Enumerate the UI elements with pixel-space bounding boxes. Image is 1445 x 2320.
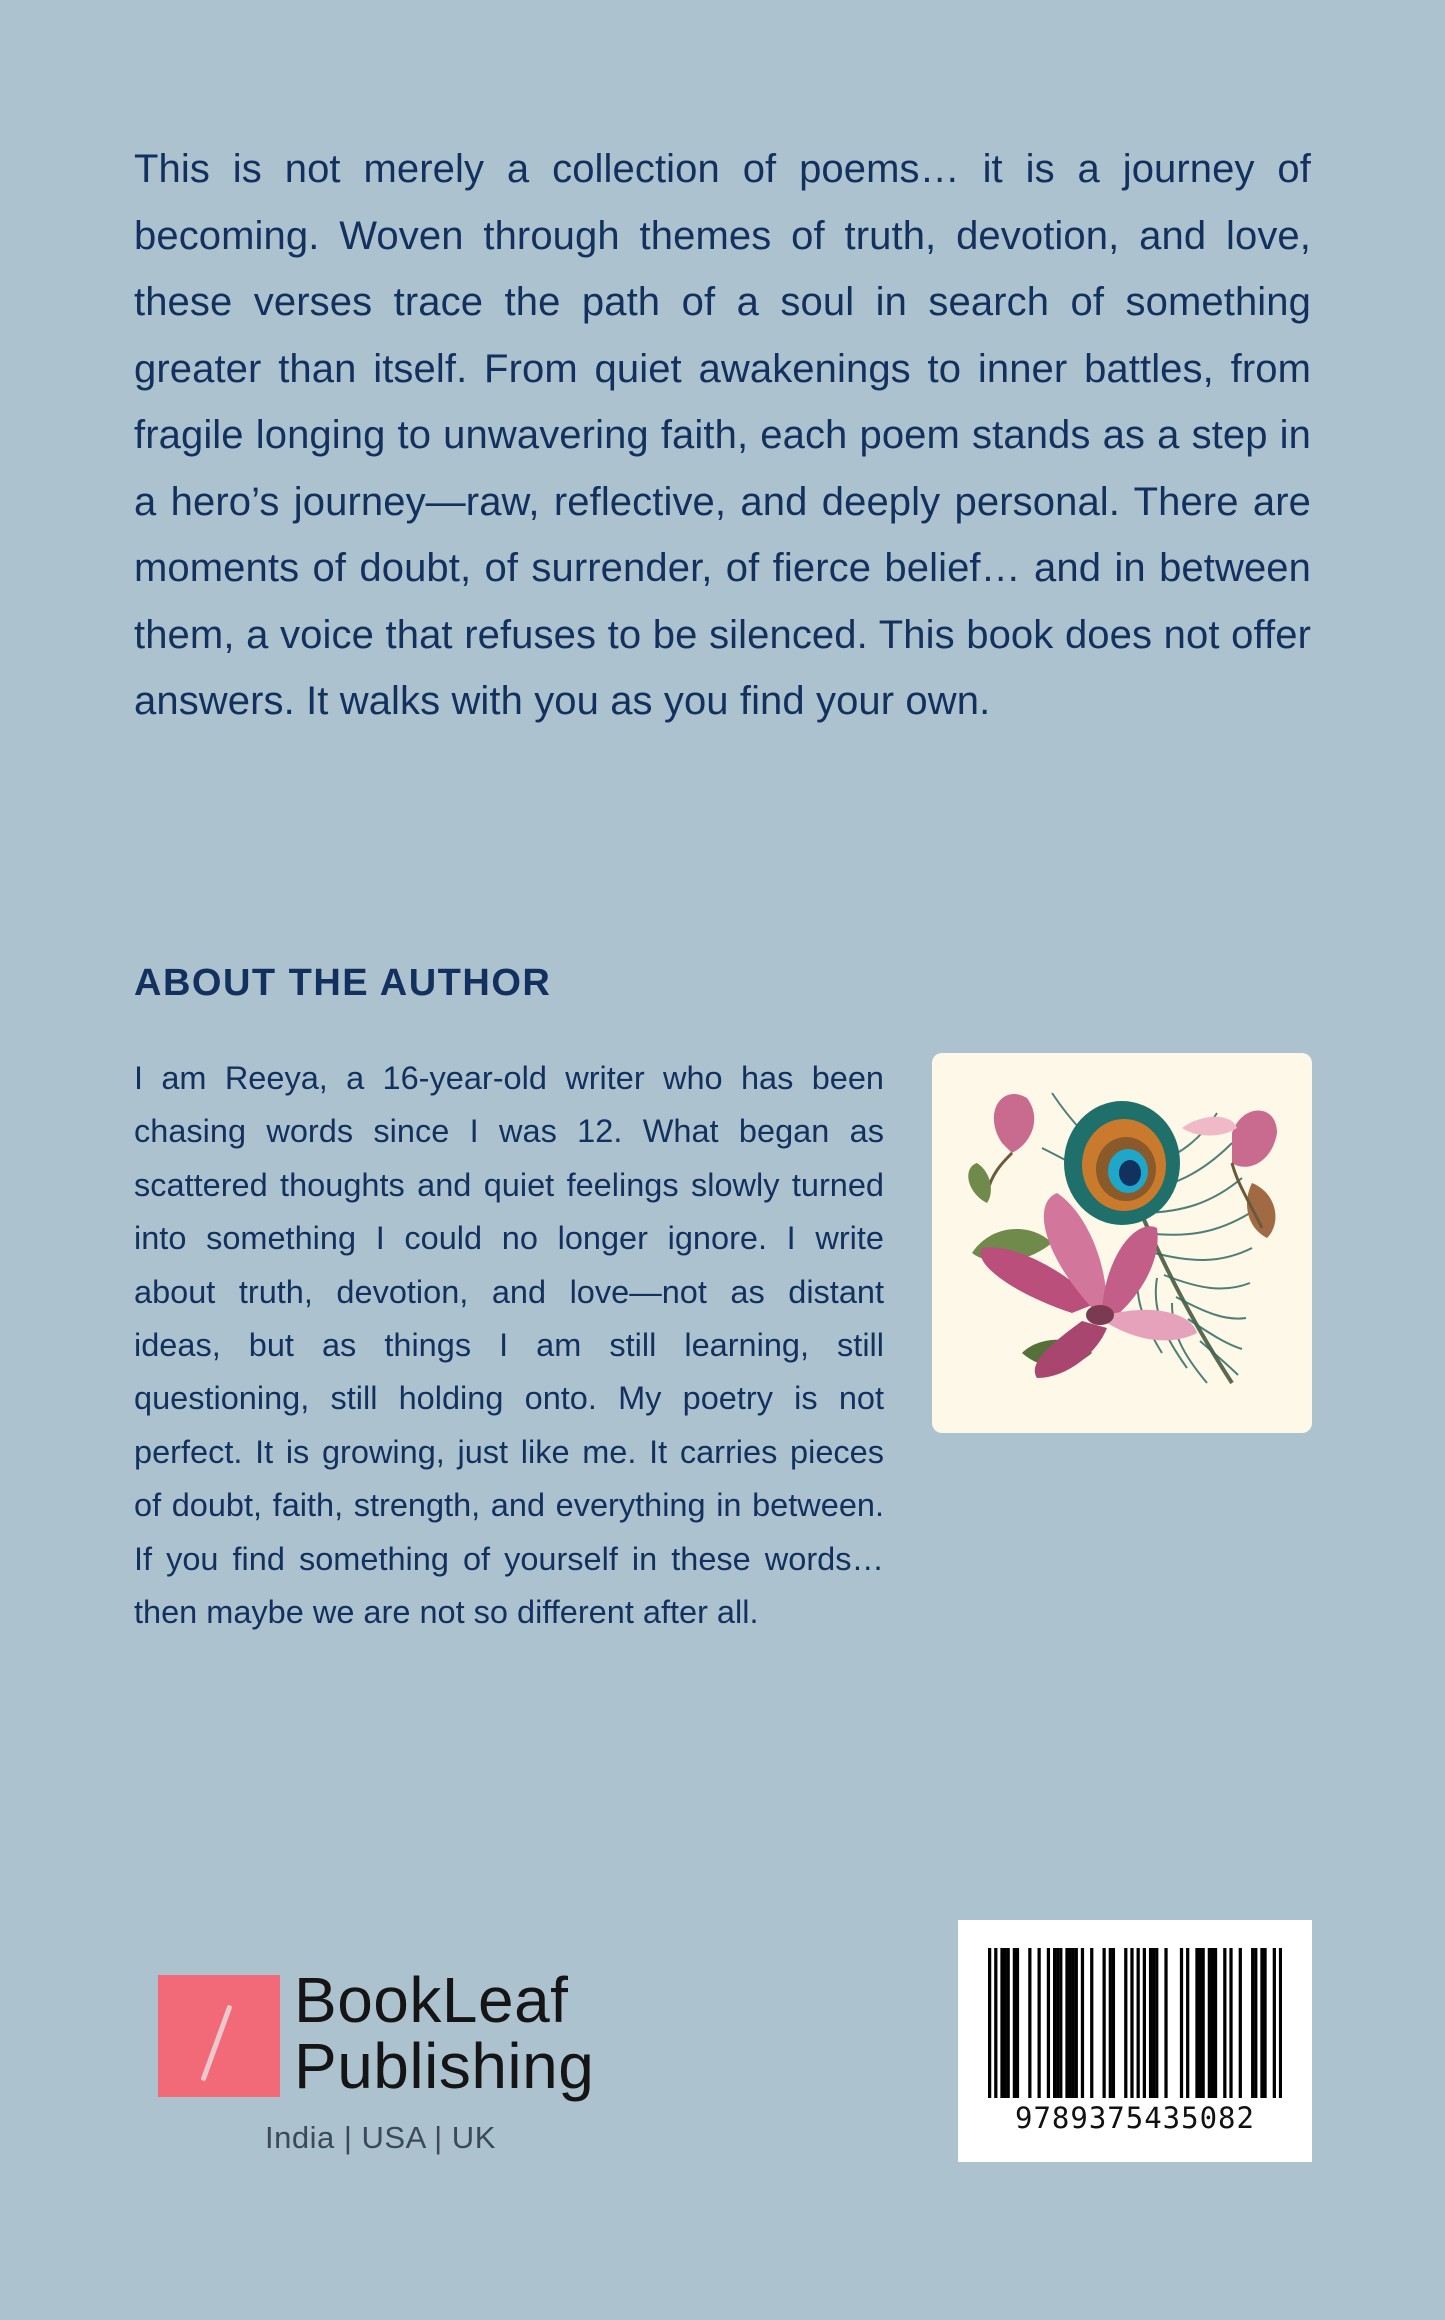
barcode-bar <box>1072 1948 1075 2098</box>
publisher-name-line2: Publishing <box>294 2030 595 2102</box>
barcode-bar <box>1081 1948 1084 2098</box>
barcode-bar <box>1254 1948 1257 2098</box>
barcode-bar <box>1155 1948 1158 2098</box>
barcode-bar <box>994 1948 997 2098</box>
barcode-bar <box>1000 1948 1003 2098</box>
barcode-bar <box>1090 1948 1093 2098</box>
barcode-bar <box>1068 1948 1071 2098</box>
barcode-bar <box>1149 1948 1152 2098</box>
barcode-bar <box>1137 1948 1140 2098</box>
about-author-heading: ABOUT THE AUTHOR <box>134 962 552 1004</box>
peacock-feather-magnolia-illustration <box>932 1053 1312 1433</box>
publisher-logo <box>158 1964 618 2168</box>
barcode-bar <box>1028 1948 1031 2098</box>
barcode-bar <box>1208 1948 1211 2098</box>
barcode-bar <box>1056 1948 1059 2098</box>
barcode-bar <box>1152 1948 1155 2098</box>
barcode-bar <box>988 1948 991 2098</box>
barcode-bar <box>1003 1948 1006 2098</box>
barcode-bar <box>1239 1948 1242 2098</box>
barcode-bar <box>1263 1948 1266 2098</box>
barcode-bar <box>1214 1948 1217 2098</box>
barcode-bar <box>1053 1948 1056 2098</box>
barcode-bars <box>988 1948 1282 2098</box>
barcode-bar <box>1195 1948 1198 2098</box>
barcode-bar <box>1186 1948 1189 2098</box>
barcode-bar <box>1103 1948 1106 2098</box>
barcode-bar <box>1130 1948 1133 2098</box>
barcode-bar <box>1260 1948 1263 2098</box>
barcode-bar <box>1211 1948 1214 2098</box>
publisher-logo-mark <box>158 1975 280 2097</box>
barcode-bar <box>1279 1948 1282 2098</box>
barcode-bar <box>1112 1948 1115 2098</box>
barcode-bar <box>1109 1948 1112 2098</box>
barcode-bar <box>1124 1948 1127 2098</box>
barcode-bar <box>1065 1948 1068 2098</box>
barcode-bar <box>1164 1948 1167 2098</box>
barcode-bar <box>1143 1948 1146 2098</box>
publisher-locations: India | USA | UK <box>265 2120 496 2155</box>
isbn-barcode <box>958 1920 1312 2162</box>
barcode-bar <box>1251 1948 1254 2098</box>
slash-icon <box>200 2005 232 2082</box>
barcode-bar <box>1223 1948 1226 2098</box>
barcode-bar <box>1007 1948 1010 2098</box>
barcode-bar <box>1059 1948 1062 2098</box>
isbn-number: 9789375435082 <box>1015 2101 1255 2135</box>
barcode-bar <box>1180 1948 1183 2098</box>
barcode-bar <box>1075 1948 1078 2098</box>
about-author-text: I am Reeya, a 16-year-old writer who has been chasing words since I was 12. What began as scattered thoughts and quiet feelings slowly turned into something I could no longer ignore. I write about truth, devotion, and love—not as distant ideas, but as things I am still learning, still questioning, still holding onto. My poetry is not perfect. It is growing, just like me. It carries pieces of doubt, faith, strength, and everything in between. If you find something of yourself in these words… then maybe we are not so different after all. <box>134 1060 884 1631</box>
publisher-name-line1: BookLeaf <box>294 1964 569 2036</box>
barcode-bar <box>1229 1948 1232 2098</box>
barcode-bar <box>1273 1948 1276 2098</box>
barcode-bar <box>1202 1948 1205 2098</box>
barcode-bar <box>1047 1948 1050 2098</box>
barcode-bar <box>1198 1948 1201 2098</box>
back-cover-blurb: This is not merely a collection of poems… it is a journey of becoming. Woven through themes of truth, devotion, and love, these verses trace the path of a soul in search of something greater than itself. From quiet awakenings to inner battles, from fragile longing to unwavering faith, each poem stands as a step in a hero’s journey—raw, reflective, and deeply personal. There are moments of doubt, of surrender, of fierce belief… and in between them, a voice that refuses to be silenced. This book does not offer answers. It walks with you as you find your own. <box>134 147 1311 723</box>
barcode-bar <box>1013 1948 1016 2098</box>
barcode-bar <box>1016 1948 1019 2098</box>
barcode-bar <box>1038 1948 1041 2098</box>
